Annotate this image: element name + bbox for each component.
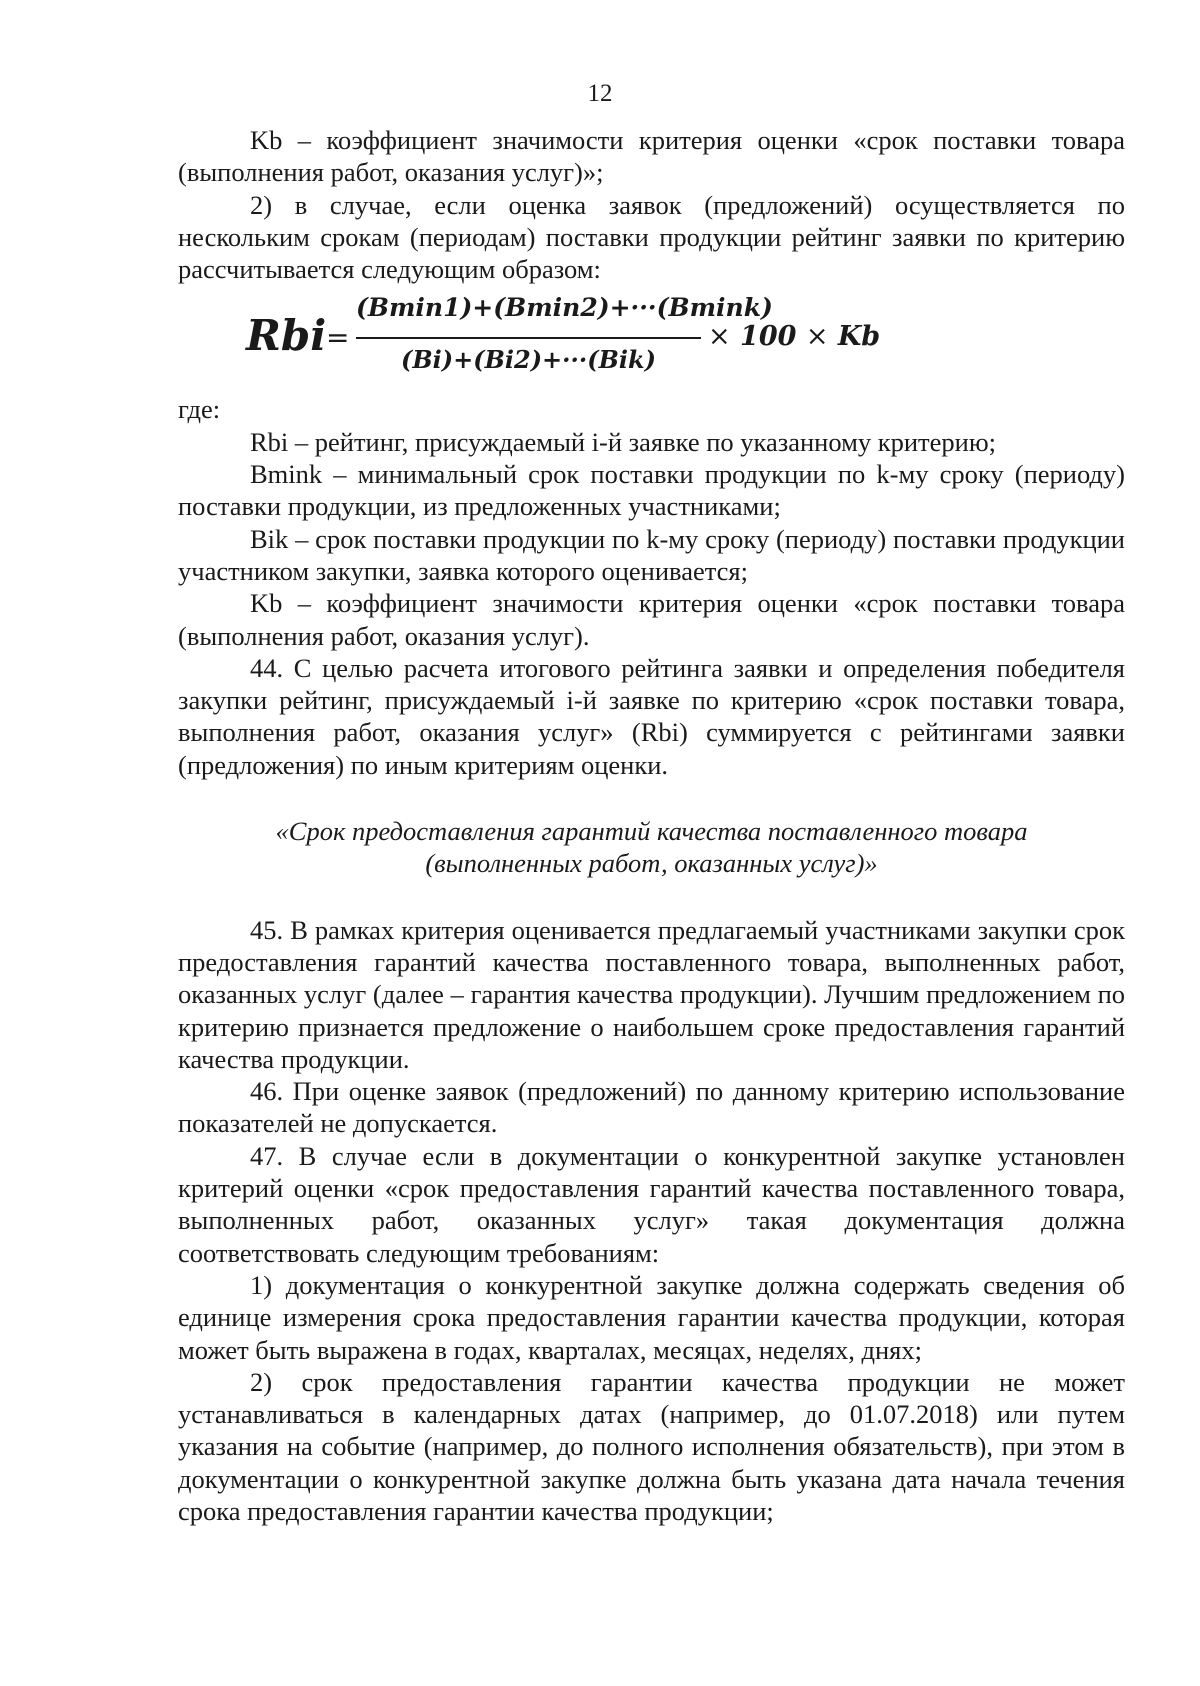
paragraph-47-item-2: 2) срок предоставления гарантии качества продукции не может устанавливаться в календарных датах (например, до 01.07.2018) или путем указания на событие (например, до полного исполнения обязательств), при этом в документации о конкурентной закупке должна быть указана дата начала течения срока предоставления гарантии качества продукции; [178,1366,1125,1526]
formula-coefficient: Kb [837,321,881,353]
paragraph-47-item-1: 1) документация о конкурентной закупке должна содержать сведения об единице измерения срока предоставления гарантии качества продукции, которая может быть выражена в годах, кварталах, месяцах, неделях, днях; [178,1269,1125,1365]
section-heading: «Срок предоставления гарантий качества поставленного товара (выполненных работ, оказанных услуг)» [275,816,1028,879]
formula-lhs: Rbi [246,311,327,361]
document-body [178,124,1125,1527]
paragraph-case-2: 2) в случае, если оценка заявок (предложений) осуществляется по нескольким срокам (периодам) поставки продукции рейтинг заявки по критерию рассчитывается следующим образом: [178,189,1125,285]
paragraph-44: 44. С целью расчета итогового рейтинга заявки и определения победителя закупки рейтинг, присуждаемый i-й заявке по критерию «срок поставки товара, выполнения работ, оказания услуг» (Rbi) суммируется с рейтингами заявки (предложения) по иным критериям оценки. [178,652,1125,780]
formula-times-2: × [805,321,829,353]
definition-bik: Bik – срок поставки продукции по k-му сроку (периоду) поставки продукции участником закупки, заявка которого оценивается; [178,523,1125,586]
definition-bmink: Bmink – минимальный срок поставки продукции по k-му сроку (периоду) поставки продукции, из предложенных участниками; [178,459,1125,522]
formula-times-1: × [708,321,731,353]
paragraph-45: 45. В рамках критерия оценивается предлагаемый участниками закупки срок предоставления гарантий качества поставленного товара, выполненных работ, оказанных услуг (далее – гарантия качества продукции). Лучшим предложением по критерию признается предложение о наибольшем сроке предоставления гарантий качества продукции. [178,914,1125,1074]
formula-factor: 100 [740,321,797,353]
page-number: 12 [587,80,613,107]
where-label: где: [178,394,221,425]
formula-multipliers [708,321,880,352]
paragraph-kb-definition-1: Kb – коэффициент значимости критерия оценки «срок поставки товара (выполнения работ, оказания услуг)»; [178,125,1125,188]
rating-formula [178,293,1125,393]
formula-fraction-bar [356,337,701,339]
definition-kb: Kb – коэффициент значимости критерия оценки «срок поставки товара (выполнения работ, оказания услуг). [178,588,1125,651]
paragraph-47: 47. В случае если в документации о конкурентной закупке установлен критерий оценки «срок предоставления гарантий качества поставленного товара, выполненных работ, оказанных услуг» такая документация должна соответствовать следующим требованиям: [178,1140,1125,1268]
formula-denominator: (Bi)+(Bi2)+···(Bik) [401,345,656,375]
paragraph-46: 46. При оценке заявок (предложений) по данному критерию использование показателей не допускается. [178,1076,1125,1139]
formula-numerator: (Bmin1)+(Bmin2)+···(Bmink) [356,293,773,323]
formula-equals: = [326,321,350,355]
definition-rbi: Rbi – рейтинг, присуждаемый i-й заявке по указанному критерию; [250,426,996,457]
